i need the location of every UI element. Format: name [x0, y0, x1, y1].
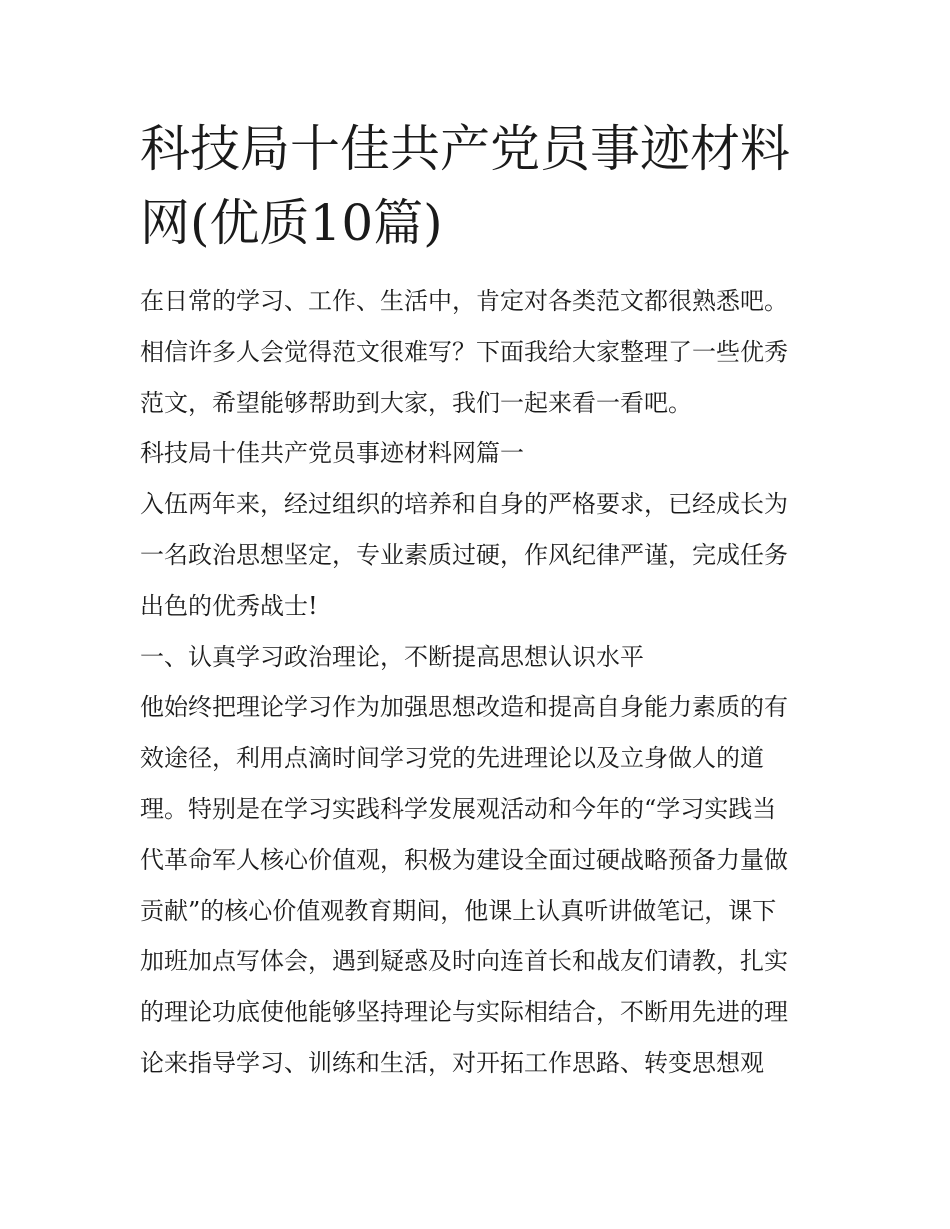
section-heading: 科技局十佳共产党员事迹材料网篇一 [140, 439, 524, 468]
paragraph-line: 论来指导学习、训练和生活，对开拓工作思路、转变思想观 [140, 1048, 764, 1077]
title-line-2: 网(优质10篇) [140, 194, 443, 252]
paragraph-line: 一名政治思想坚定，专业素质过硬，作风纪律严谨，完成任务 [140, 540, 788, 569]
paragraph-line: 贡献”的核心价值观教育期间，他课上认真听讲做笔记，课下 [140, 896, 777, 925]
intro-line-3: 范文，希望能够帮助到大家，我们一起来看一看吧。 [140, 388, 692, 417]
paragraph-line: 代革命军人核心价值观，积极为建设全面过硬战略预备力量做 [140, 845, 788, 874]
paragraph-line: 入伍两年来，经过组织的培养和自身的严格要求，已经成长为 [140, 490, 788, 519]
paragraph-line: 理。特别是在学习实践科学发展观活动和今年的“学习实践当 [140, 794, 777, 823]
document-title [140, 112, 820, 260]
paragraph-line: 加班加点写体会，遇到疑惑及时向连首长和战友们请教，扎实 [140, 947, 788, 976]
subsection-heading: 一、认真学习政治理论，不断提高思想认识水平 [140, 642, 644, 671]
paragraph-line: 的理论功底使他能够坚持理论与实际相结合，不断用先进的理 [140, 998, 788, 1027]
intro-line-1: 在日常的学习、工作、生活中，肯定对各类范文都很熟悉吧。 [140, 287, 788, 315]
paragraph-line: 出色的优秀战士! [140, 591, 318, 620]
title-line-1: 科技局十佳共产党员事迹材料 [140, 120, 790, 178]
intro-line-2: 相信许多人会觉得范文很难写？下面我给大家整理了一些优秀 [140, 337, 788, 366]
document-body [140, 276, 820, 1089]
paragraph-line: 他始终把理论学习作为加强思想改造和提高自身能力素质的有 [140, 693, 788, 722]
paragraph-line: 效途径，利用点滴时间学习党的先进理论以及立身做人的道 [140, 744, 764, 773]
